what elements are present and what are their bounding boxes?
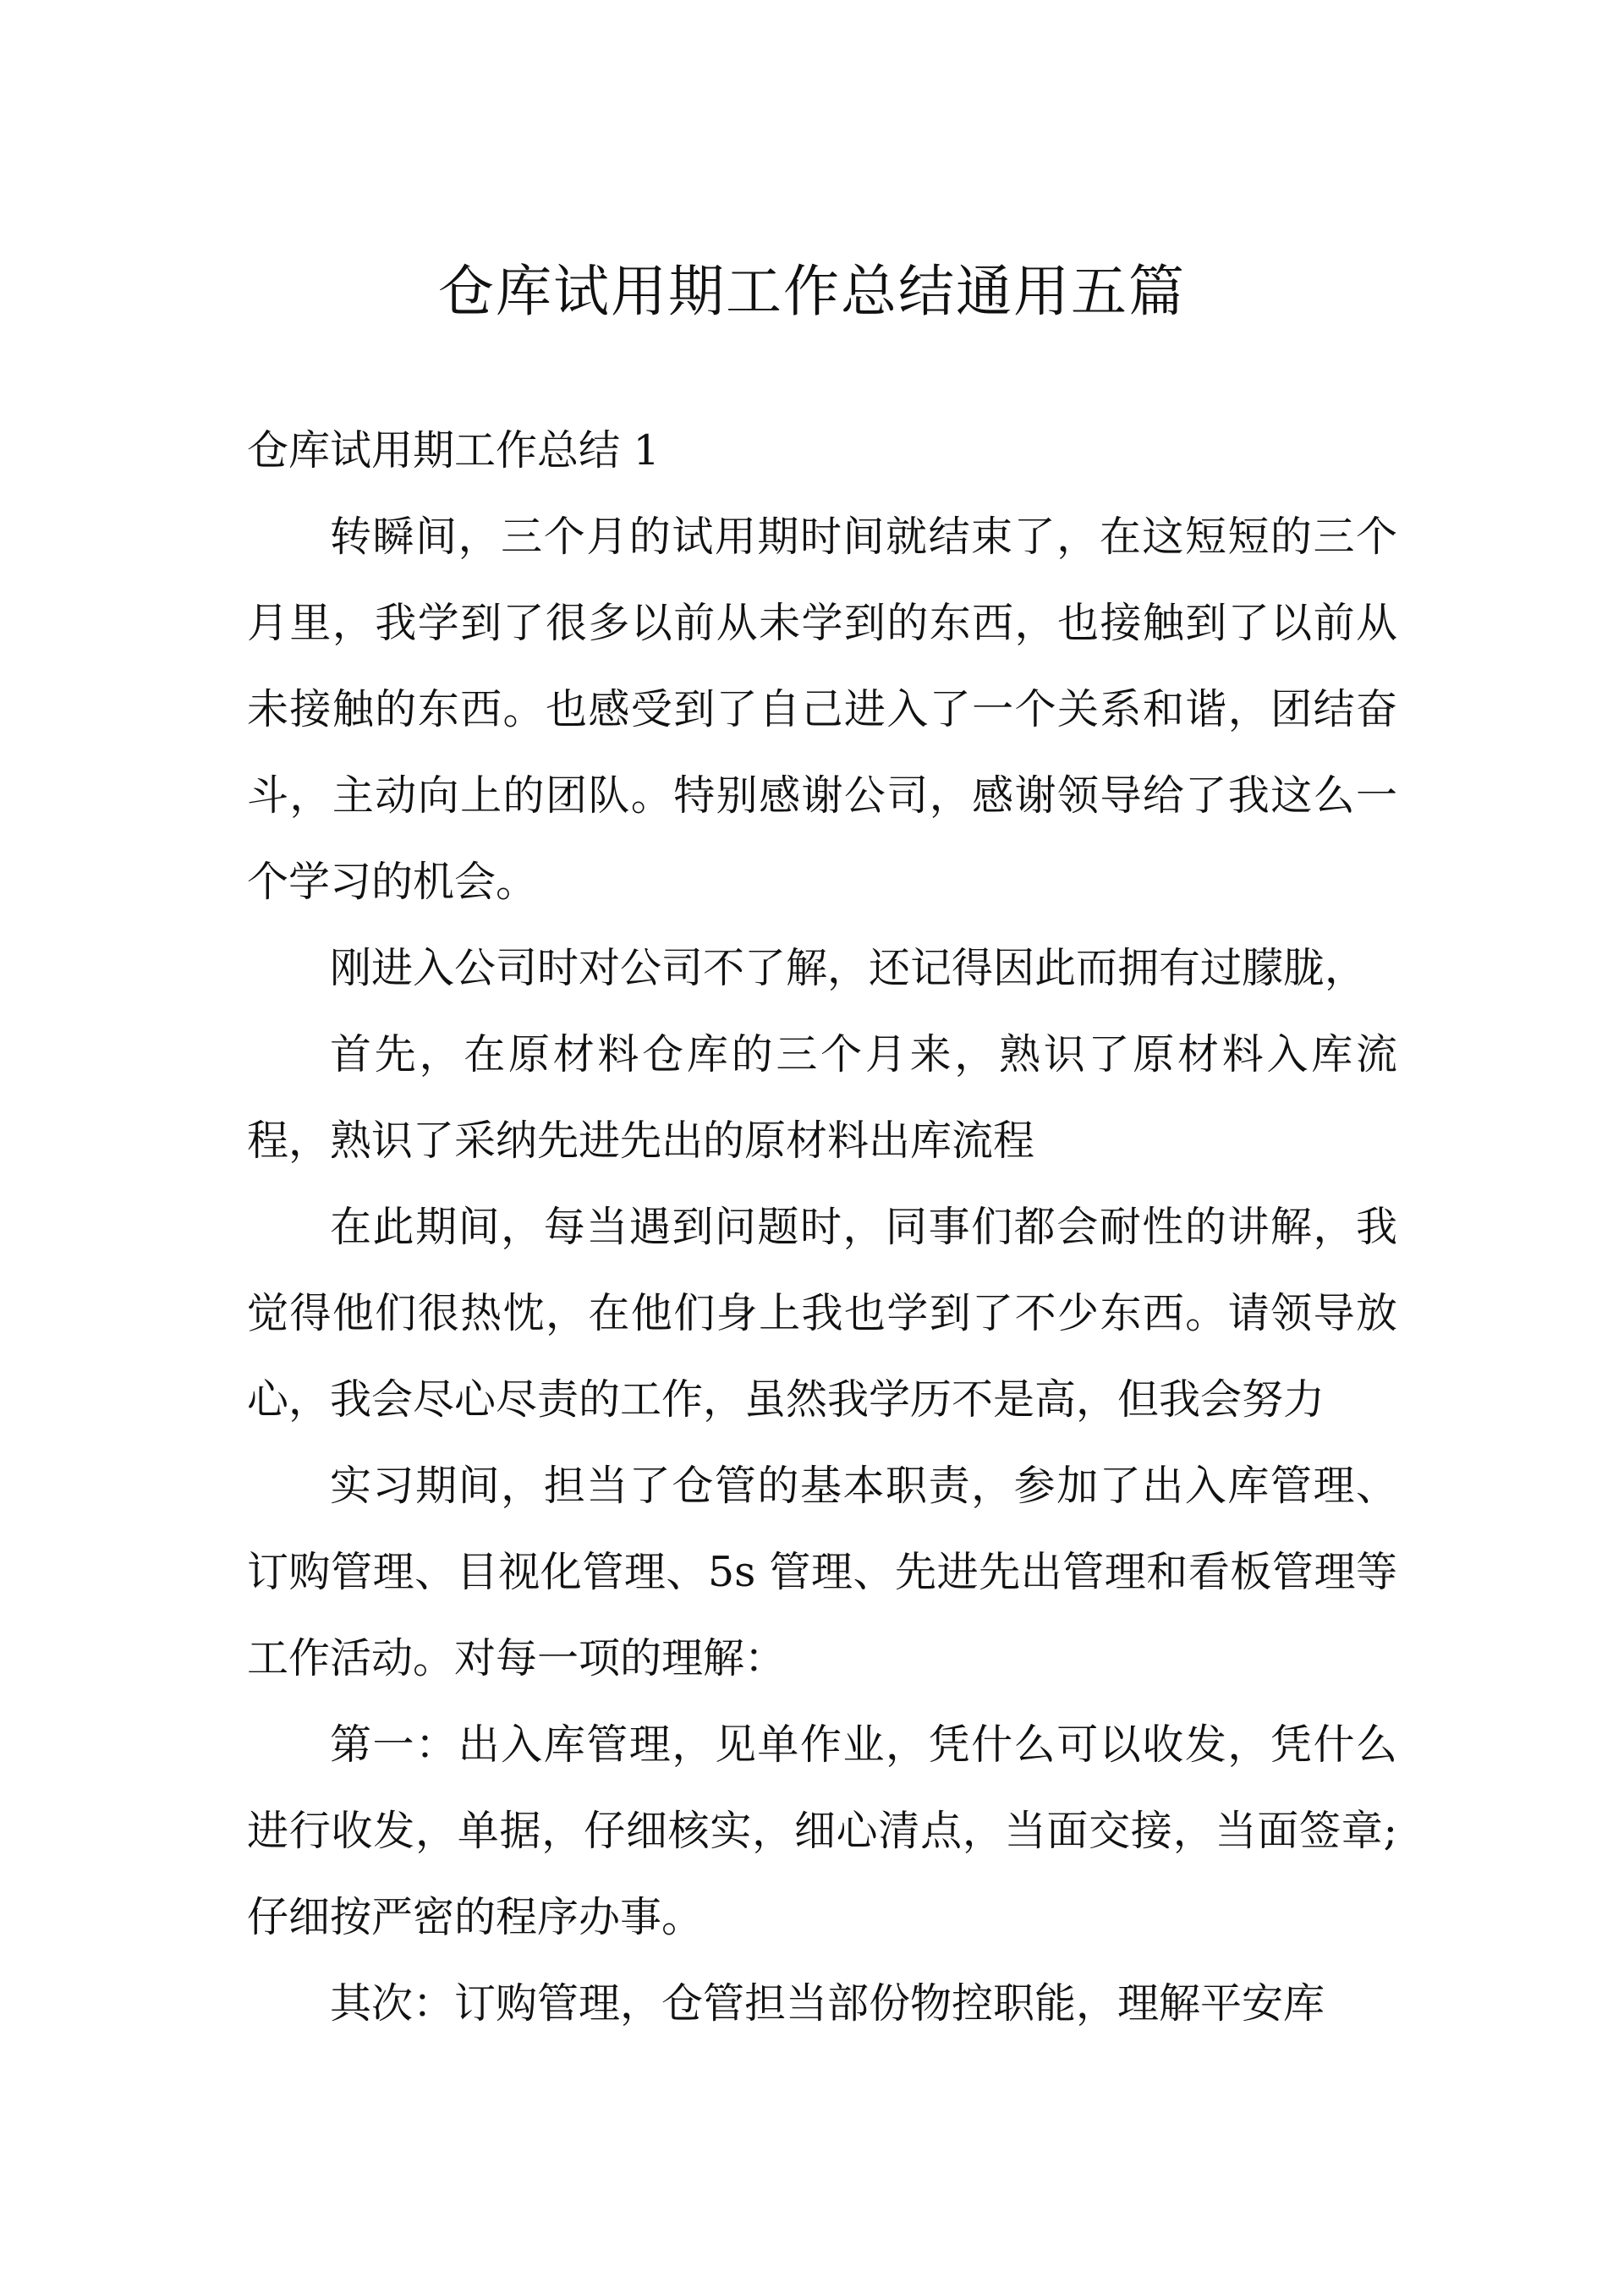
paragraph-7: 其次：订购管理，仓管担当部份物控职能，理解平安库 [330,1979,1325,2028]
section-heading: 仓库试用期工作总结 1 [247,426,660,475]
paragraph-5: 实习期间，担当了仓管的基本职责，参加了出入库管理、订购管理、目视化管理、5s 管理、先进先出管理和看板管理等工作活动。对每一项的理解： [247,1462,1397,1682]
paragraph-1: 转瞬间，三个月的试用期时间就结束了，在这短短的三个月里，我学到了很多以前从未学到的东西，也接触到了以前从未接触的东西。也感受到了自己进入了一个关系和谐，团结奋斗，主动向上的团队。特别感谢公司，感谢领导给了我这么一个学习的机会。 [247,513,1397,906]
document-body [247,408,1397,2047]
paragraph-3: 首先，在原材料仓库的三个月来，熟识了原材料入库流程，熟识了采纳先进先出的原材料出库流程 [247,1030,1397,1165]
paragraph-2: 刚进入公司时对公司不了解，还记得因此而拥有过朦胧， [330,944,1367,992]
document-title: 仓库试用期工作总结通用五篇 [438,259,1186,324]
paragraph-6: 第一：出入库管理，见单作业，凭什么可以收发，凭什么进行收发，单据，仔细核实，细心清点，当面交接，当面签章;仔细按严密的程序办事。 [247,1720,1397,1941]
paragraph-4: 在此期间，每当遇到问题时，同事们都会耐性的讲解，我觉得他们很热忱，在他们身上我也学到了不少东西。请领导放心，我会尽心尽责的工作，虽然我学历不是高，但我会努力 [247,1203,1397,1424]
